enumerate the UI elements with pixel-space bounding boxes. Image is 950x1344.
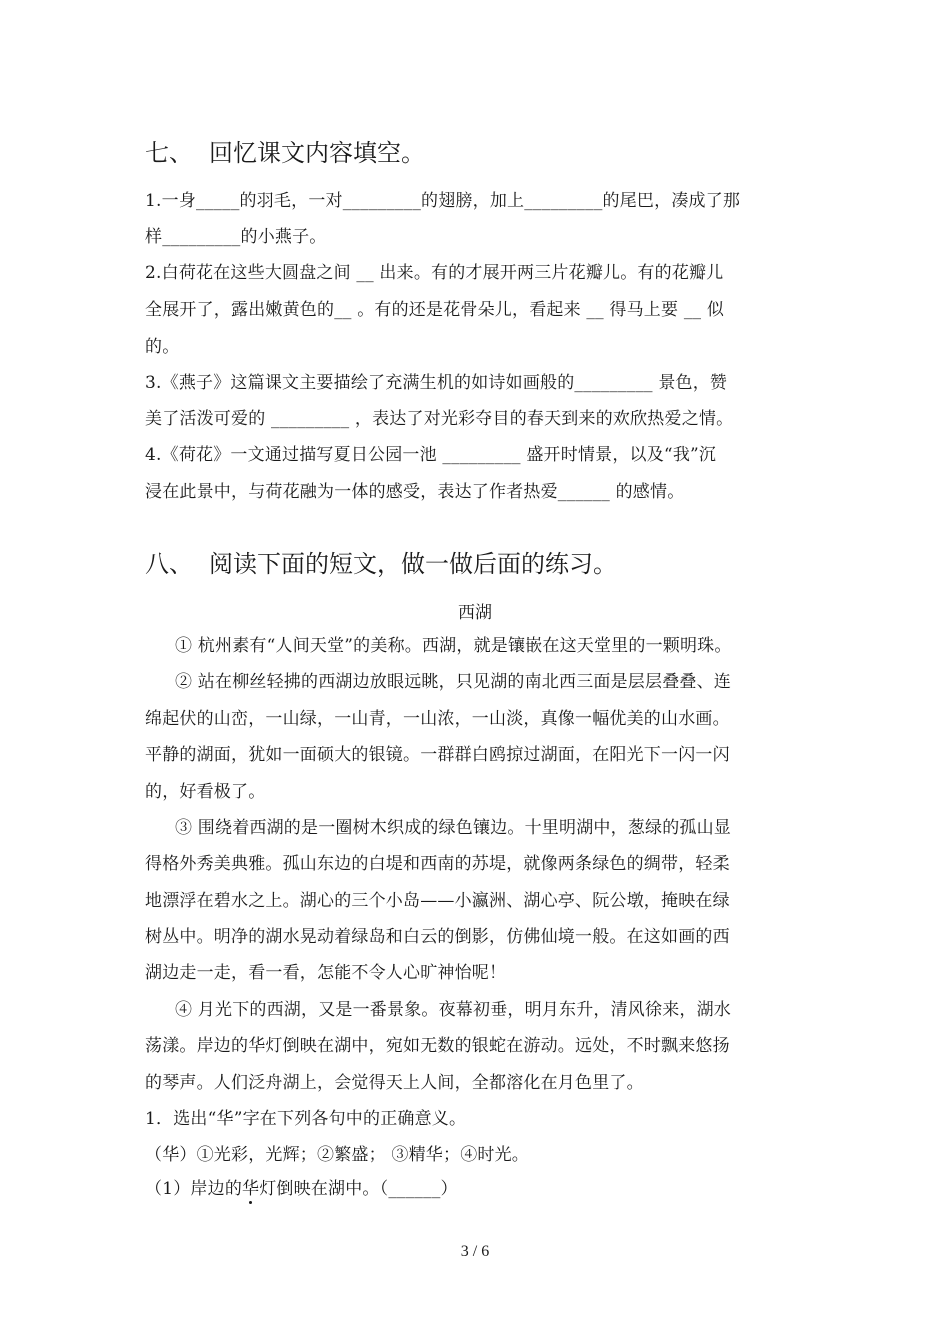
fill-blank-line: 美了活泼可爱的 _________ ，表达了对光彩夺目的春天到来的欢欣热爱之情。 [145, 409, 734, 429]
passage-line: ③ 围绕着西湖的是一圈树木织成的绿色镶边。十里明湖中，葱绿的孤山显 [175, 818, 732, 838]
passage-title: 西湖 [458, 603, 492, 623]
passage-line: ① 杭州素有“人间天堂”的美称。西湖，就是镶嵌在这天堂里的一颗明珠。 [175, 636, 732, 656]
fill-blank-line: 1.一身_____的羽毛，一对_________的翅膀，加上_________的尾巴，凑成了那 [145, 191, 741, 211]
passage-line: 湖边走一走，看一看，怎能不令人心旷神怡呢！ [145, 963, 507, 983]
passage-line: 的，好看极了。 [145, 782, 266, 802]
passage-line: 树丛中。明净的湖水晃动着绿岛和白云的倒影，仿佛仙境一般。在这如画的西 [145, 927, 730, 947]
section-8-heading [145, 544, 617, 579]
passage-line: 绵起伏的山峦，一山绿，一山青，一山浓，一山淡，真像一幅优美的山水画。 [145, 709, 730, 729]
fill-blank-line: 全展开了，露出嫩黄色的__ 。有的还是花骨朵儿，看起来 __ 得马上要 __ 似 [145, 300, 725, 320]
passage-line: 得格外秀美典雅。孤山东边的白堤和西南的苏堤，就像两条绿色的绸带，轻柔 [145, 854, 730, 874]
section-7-number: 七、 [145, 139, 193, 167]
fill-blank-line: 样_________的小燕子。 [145, 227, 327, 247]
passage-line: 的琴声。人们泛舟湖上，会觉得天上人间，全都溶化在月色里了。 [145, 1073, 644, 1093]
passage-line: ② 站在柳丝轻拂的西湖边放眼远眺，只见湖的南北西三面是层层叠叠、连 [175, 672, 732, 692]
fill-blank-line: 的。 [145, 337, 180, 357]
passage-line: ④ 月光下的西湖，又是一番景象。夜幕初垂，明月东升，清风徐来，湖水 [175, 1000, 732, 1020]
question-1-item-text: （1）岸边的 [145, 1179, 243, 1199]
section-8-title: 阅读下面的短文，做一做后面的练习。 [209, 550, 617, 578]
section-8-number: 八、 [145, 550, 193, 578]
section-7-heading [145, 133, 425, 168]
passage-line: 地漂浮在碧水之上。湖心的三个小岛——小瀛洲、湖心亭、阮公墩，掩映在绿 [145, 891, 730, 911]
passage-line: 荡漾。岸边的华灯倒映在湖中，宛如无数的银蛇在游动。远处，不时飘来悠扬 [145, 1036, 730, 1056]
question-1-prompt: 1．选出“华”字在下列各句中的正确意义。 [145, 1109, 467, 1129]
section-7-title: 回忆课文内容填空。 [209, 139, 425, 167]
question-1-answer-blank[interactable]: 灯倒映在湖中。（______） [259, 1179, 458, 1199]
passage-line: 平静的湖面，犹如一面硕大的银镜。一群群白鸥掠过湖面，在阳光下一闪一闪 [145, 745, 730, 765]
emphasis-dotted-char: 华 [242, 1174, 259, 1199]
page-number: 3 / 6 [460, 1243, 490, 1260]
fill-blank-line: 3.《燕子》这篇课文主要描绘了充满生机的如诗如画般的_________ 景色，赞 [145, 373, 728, 393]
fill-blank-line: 4.《荷花》一文通过描写夏日公园一池 _________ 盛开时情景，以及“我”沉 [145, 445, 717, 465]
fill-blank-line: 2.白荷花在这些大圆盘之间 __ 出来。有的才展开两三片花瓣儿。有的花瓣儿 [145, 263, 724, 283]
question-1-options: （华）①光彩，光辉；②繁盛； ③精华；④时光。 [145, 1145, 530, 1165]
fill-blank-line: 浸在此景中，与荷花融为一体的感受，表达了作者热爱______ 的感情。 [145, 482, 685, 502]
question-1-item [145, 1174, 458, 1199]
